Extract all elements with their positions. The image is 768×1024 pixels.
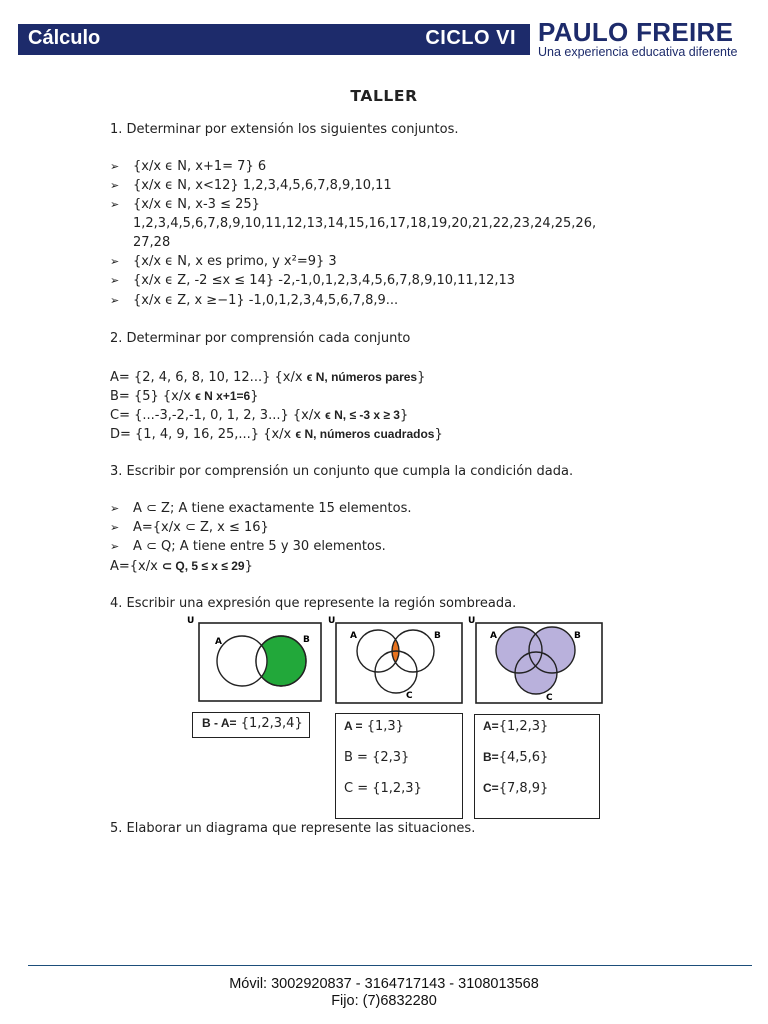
q2-rule: ϵ N, ≤ -3 x ≥ 3 bbox=[325, 408, 400, 422]
q1-item: {x/x ϵ Z, x ≥−1} -1,0,1,2,3,4,5,6,7,8,9... bbox=[133, 293, 399, 308]
q2-close-brace: } bbox=[250, 389, 259, 404]
answer-box-1-row bbox=[202, 716, 303, 731]
q2-row bbox=[110, 368, 425, 387]
answer-box-1 bbox=[192, 712, 310, 738]
set-a-label: A = bbox=[344, 719, 363, 733]
footer-mobile-phones: Móvil: 3002920837 - 3164717143 - 3108013568 bbox=[229, 976, 539, 992]
answer-box-3-row-a bbox=[483, 719, 548, 734]
set-b-label: B= bbox=[483, 750, 499, 764]
bullet-arrow-icon: ➢ bbox=[110, 255, 120, 268]
bullet-arrow-icon: ➢ bbox=[110, 179, 120, 192]
set-b-label: B bbox=[303, 635, 310, 645]
set-b-definition: B = {2,3} bbox=[344, 750, 410, 765]
q3-answer-rule: ⊂ Q, 5 ≤ x ≤ 29 bbox=[161, 559, 245, 573]
cycle-label: CICLO VI bbox=[425, 27, 516, 49]
venn-diagram-three-sets-intersection bbox=[326, 613, 466, 705]
footer-divider bbox=[28, 965, 752, 966]
q2-set-definition: A= {2, 4, 6, 8, 10, 12...} {x/x bbox=[110, 370, 307, 385]
q2-rule: ϵ N, números cuadrados bbox=[295, 427, 435, 441]
set-c-value: {7,8,9} bbox=[498, 781, 549, 796]
q3-answer bbox=[110, 557, 253, 576]
venn-diagram-three-sets-union bbox=[466, 613, 606, 705]
q3-item: A ⊂ Q; A tiene entre 5 y 30 elementos. bbox=[133, 539, 386, 554]
universe-label: U bbox=[187, 616, 195, 626]
page-title: TALLER bbox=[350, 87, 418, 105]
bullet-arrow-icon: ➢ bbox=[110, 540, 120, 553]
answer-box-3-row-b bbox=[483, 750, 548, 765]
q2-set-definition: B= {5} {x/x bbox=[110, 389, 196, 404]
answer-value: {1,2,3,4} bbox=[240, 716, 303, 731]
answer-box-3 bbox=[474, 714, 600, 819]
q5-prompt: 5. Elaborar un diagrama que represente las situaciones. bbox=[110, 821, 476, 836]
set-b-label: B bbox=[434, 631, 441, 641]
answer-box-2-row-a bbox=[344, 719, 404, 734]
universe-label: U bbox=[328, 616, 336, 626]
bullet-arrow-icon: ➢ bbox=[110, 160, 120, 173]
q2-set-definition: C= {...-3,-2,-1, 0, 1, 2, 3...} {x/x bbox=[110, 408, 326, 423]
bullet-arrow-icon: ➢ bbox=[110, 521, 120, 534]
q3-item: A={x/x ⊂ Z, x ≤ 16} bbox=[133, 520, 269, 535]
q1-item: {x/x ϵ N, x+1= 7} 6 bbox=[133, 159, 267, 174]
q1-item: {x/x ϵ N, x-3 ≤ 25} bbox=[133, 197, 260, 212]
bullet-arrow-icon: ➢ bbox=[110, 502, 120, 515]
venn-diagram-b-minus-a bbox=[185, 613, 325, 705]
set-c-label: C= bbox=[483, 781, 499, 795]
set-a-label: A bbox=[350, 631, 357, 641]
bullet-arrow-icon: ➢ bbox=[110, 198, 120, 211]
set-a-value: {1,3} bbox=[366, 719, 404, 734]
q2-rule: ϵ N, números pares bbox=[306, 370, 418, 384]
q2-close-brace: } bbox=[399, 408, 409, 423]
school-slogan: Una experiencia educativa diferente bbox=[538, 45, 738, 59]
set-a-value: {1,2,3} bbox=[498, 719, 549, 734]
set-b-label: B bbox=[574, 631, 581, 641]
q1-prompt: 1. Determinar por extensión los siguientes conjuntos. bbox=[110, 122, 459, 137]
footer-landline: Fijo: (7)6832280 bbox=[331, 993, 437, 1009]
set-b-value: {4,5,6} bbox=[498, 750, 549, 765]
q2-prompt: 2. Determinar por comprensión cada conjunto bbox=[110, 331, 411, 346]
set-a-label: A= bbox=[483, 719, 499, 733]
q2-row bbox=[110, 425, 443, 444]
subject-title: Cálculo bbox=[28, 27, 101, 49]
q3-item: A ⊂ Z; A tiene exactamente 15 elementos. bbox=[133, 501, 412, 516]
q2-close-brace: } bbox=[417, 370, 426, 385]
set-a-label: A bbox=[215, 637, 222, 647]
answer-box-2 bbox=[335, 713, 463, 819]
q2-rule: ϵ N x+1=6 bbox=[195, 389, 251, 403]
q2-set-definition: D= {1, 4, 9, 16, 25,...} {x/x bbox=[110, 427, 296, 442]
bullet-arrow-icon: ➢ bbox=[110, 294, 120, 307]
q2-row bbox=[110, 406, 408, 425]
bullet-arrow-icon: ➢ bbox=[110, 274, 120, 287]
school-name: PAULO FREIRE bbox=[538, 17, 734, 47]
set-c-label: C bbox=[406, 691, 413, 701]
q1-item-continued: 27,28 bbox=[133, 235, 171, 250]
q1-item: {x/x ϵ N, x es primo, y x²=9} 3 bbox=[133, 254, 337, 269]
universe-label: U bbox=[468, 616, 476, 626]
q2-row bbox=[110, 387, 258, 406]
answer-label: B - A= bbox=[202, 716, 237, 730]
q1-item: {x/x ϵ N, x<12} 1,2,3,4,5,6,7,8,9,10,11 bbox=[133, 178, 392, 193]
set-a-label: A bbox=[490, 631, 497, 641]
q3-answer-close: } bbox=[244, 559, 253, 574]
school-logo bbox=[538, 18, 748, 59]
set-c-label: C bbox=[546, 693, 553, 703]
q1-item: {x/x ϵ Z, -2 ≤x ≤ 14} -2,-1,0,1,2,3,4,5,6,7,8,9,10,11,12,13 bbox=[133, 273, 516, 288]
q3-answer-prefix: A={x/x bbox=[110, 559, 162, 574]
set-c-definition: C = {1,2,3} bbox=[344, 781, 422, 796]
q4-prompt: 4. Escribir una expresión que represente la región sombreada. bbox=[110, 596, 517, 611]
q1-item-continued: 1,2,3,4,5,6,7,8,9,10,11,12,13,14,15,16,17,18,19,20,21,22,23,24,25,26, bbox=[133, 216, 597, 231]
header-banner bbox=[18, 24, 530, 55]
q3-prompt: 3. Escribir por comprensión un conjunto que cumpla la condición dada. bbox=[110, 464, 574, 479]
q2-close-brace: } bbox=[434, 427, 443, 442]
answer-box-3-row-c bbox=[483, 781, 548, 796]
